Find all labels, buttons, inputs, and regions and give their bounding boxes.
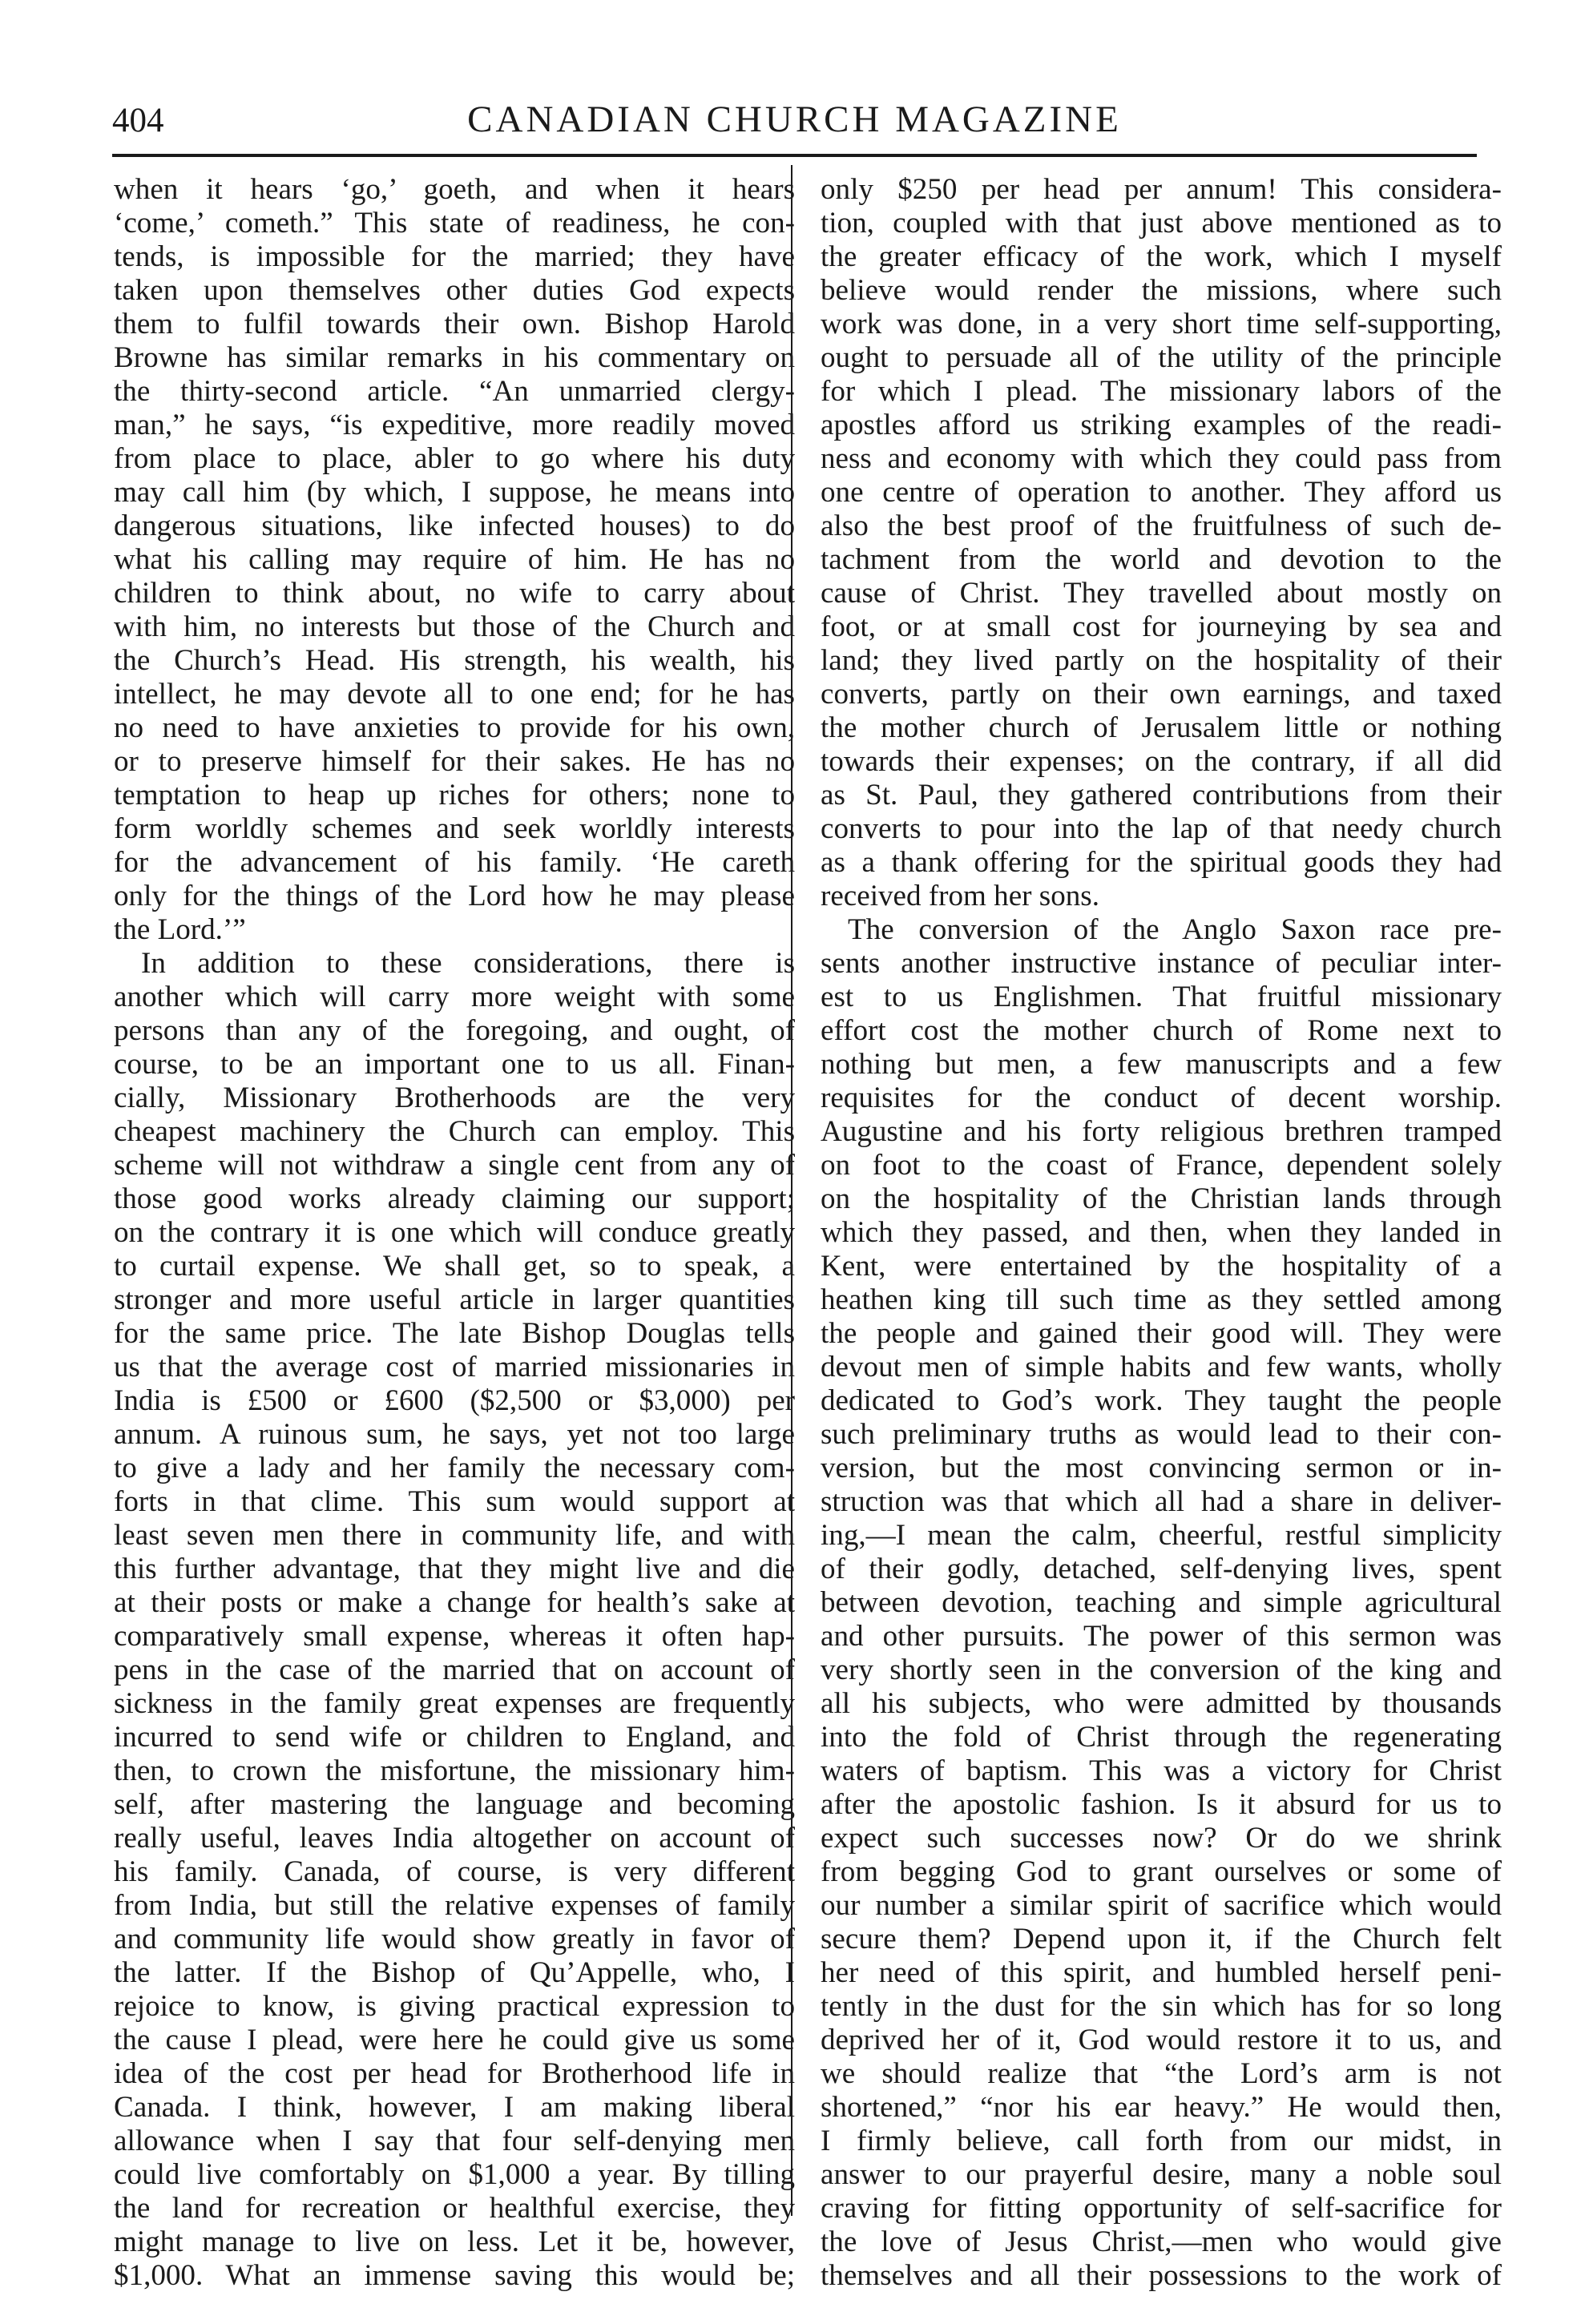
text-line: the greater efficacy of the work, which I myself (821, 240, 1502, 273)
text-line: such preliminary truths as would lead to their con- (821, 1418, 1502, 1451)
text-line: $1,000. What an immense saving this would be; (114, 2259, 795, 2292)
text-line: tends, is impossible for the married; they have (114, 240, 795, 273)
right-column (821, 173, 1502, 2293)
text-line: land; they lived partly on the hospitality of their (821, 644, 1502, 677)
text-line: all his subjects, who were admitted by thousands (821, 1687, 1502, 1720)
text-line: devout men of simple habits and few wants, wholly (821, 1351, 1502, 1384)
text-line: sickness in the family great expenses are frequently (114, 1687, 795, 1720)
header-rule (112, 154, 1477, 157)
text-line: his family. Canada, of course, is very different (114, 1855, 795, 1888)
text-line: the land for recreation or healthful exercise, they (114, 2192, 795, 2225)
text-line: forts in that clime. This sum would support at (114, 1485, 795, 1518)
text-line: the Lord.’” (114, 913, 246, 946)
text-line: dangerous situations, like infected houses) to do (114, 510, 795, 542)
text-line: persons than any of the foregoing, and ought, of (114, 1014, 795, 1047)
text-line: children to think about, no wife to carry about (114, 577, 795, 610)
text-line: expect such successes now? Or do we shrink (821, 1822, 1502, 1855)
text-line: tachment from the world and devotion to the (821, 543, 1502, 576)
text-line: heathen king till such time as they settled among (821, 1283, 1502, 1316)
text-line: converts to pour into the lap of that needy church (821, 812, 1502, 845)
text-line: for the advancement of his family. ‘He careth (114, 846, 795, 879)
text-line: on the hospitality of the Christian lands through (821, 1182, 1502, 1215)
text-line: we should realize that “the Lord’s arm is not (821, 2057, 1502, 2090)
text-line: rejoice to know, is giving practical expression to (114, 1990, 795, 2023)
text-line: requisites for the conduct of decent worship. (821, 1081, 1502, 1114)
text-line: ing,—I mean the calm, cheerful, restful simplicity (821, 1519, 1502, 1552)
text-line: pens in the case of the married that on account of (114, 1653, 795, 1686)
text-line: when it hears ‘go,’ goeth, and when it hears (114, 173, 795, 206)
left-column (114, 173, 795, 2293)
text-line: the mother church of Jerusalem little or nothing (821, 711, 1502, 744)
text-line: of their godly, detached, self-denying lives, spent (821, 1553, 1502, 1585)
text-line: cause of Christ. They travelled about mostly on (821, 577, 1502, 610)
text-line: allowance when I say that four self-denying men (114, 2125, 795, 2157)
text-line: secure them? Depend upon it, if the Church felt (821, 1923, 1502, 1955)
text-line: the people and gained their good will. They were (821, 1317, 1502, 1350)
text-line: believe would render the missions, where such (821, 274, 1502, 307)
text-line: what his calling may require of him. He has no (114, 543, 795, 576)
text-line: cheapest machinery the Church can employ. This (114, 1115, 795, 1148)
text-line: taken upon themselves other duties God expects (114, 274, 795, 307)
text-line: from India, but still the relative expenses of family (114, 1889, 795, 1922)
text-line: also the best proof of the fruitfulness of such de- (821, 510, 1502, 542)
text-line: only $250 per head per annum! This considera- (821, 173, 1502, 206)
text-line: between devotion, teaching and simple agricultural (821, 1586, 1502, 1619)
text-line: no need to have anxieties to provide for his own, (114, 711, 795, 744)
text-line: to curtail expense. We shall get, so to speak, a (114, 1250, 795, 1283)
text-line: Browne has similar remarks in his commentary on (114, 341, 795, 374)
text-line: nothing but men, a few manuscripts and a few (821, 1048, 1502, 1081)
text-line: really useful, leaves India altogether on account of (114, 1822, 795, 1855)
text-line: struction was that which all had a share in deliver- (821, 1485, 1502, 1518)
text-line: at their posts or make a change for health’s sake at (114, 1586, 795, 1619)
text-line: tently in the dust for the sin which has for so long (821, 1990, 1502, 2023)
text-line: themselves and all their possessions to the work of (821, 2259, 1502, 2292)
text-line: with him, no interests but those of the Church and (114, 610, 795, 643)
text-line: tion, coupled with that just above mentioned as to (821, 207, 1502, 240)
text-line: from place to place, abler to go where his duty (114, 442, 795, 475)
text-line: version, but the most convincing sermon or in- (821, 1452, 1502, 1484)
page-title: CANADIAN CHURCH MAGAZINE (467, 99, 1122, 140)
text-line: her need of this spirit, and humbled herself peni- (821, 1956, 1502, 1989)
text-line: only for the things of the Lord how he may please (114, 880, 795, 912)
text-line: man,” he says, “is expeditive, more readily moved (114, 409, 795, 441)
text-line: then, to crown the misfortune, the missionary him- (114, 1754, 795, 1787)
text-line: idea of the cost per head for Brotherhood life in (114, 2057, 795, 2090)
text-line: as a thank offering for the spiritual goods they had (821, 846, 1502, 879)
text-line: might manage to live on less. Let it be, however, (114, 2225, 795, 2258)
text-line: stronger and more useful article in larger quantities (114, 1283, 795, 1316)
text-line: dedicated to God’s work. They taught the people (821, 1384, 1502, 1417)
text-line: est to us Englishmen. That fruitful missionary (821, 981, 1502, 1013)
text-line: In addition to these considerations, there is (141, 947, 795, 980)
text-line: ought to persuade all of the utility of the principle (821, 341, 1502, 374)
text-line: to give a lady and her family the necessary com- (114, 1452, 795, 1484)
text-line: apostles afford us striking examples of the readi- (821, 409, 1502, 441)
text-line: course, to be an important one to us all. Finan- (114, 1048, 795, 1081)
text-line: the thirty-second article. “An unmarried clergy- (114, 375, 795, 408)
text-line: those good works already claiming our support; (114, 1182, 795, 1215)
text-line: and other pursuits. The power of this sermon was (821, 1620, 1502, 1653)
text-line: cially, Missionary Brotherhoods are the very (114, 1081, 795, 1114)
text-line: on the contrary it is one which will conduce greatly (114, 1216, 795, 1249)
text-line: comparatively small expense, whereas it often hap- (114, 1620, 795, 1653)
text-line: intellect, he may devote all to one end; for he has (114, 678, 795, 711)
text-line: least seven men there in community life, and with (114, 1519, 795, 1552)
text-line: craving for fitting opportunity of self-sacrifice for (821, 2192, 1502, 2225)
text-line: Kent, were entertained by the hospitality of a (821, 1250, 1502, 1283)
page-number: 404 (112, 102, 164, 139)
text-line: The conversion of the Anglo Saxon race pre- (848, 913, 1502, 946)
text-line: towards their expenses; on the contrary, if all did (821, 745, 1502, 778)
text-line: effort cost the mother church of Rome next to (821, 1014, 1502, 1047)
text-line: us that the average cost of married missionaries in (114, 1351, 795, 1384)
text-line: deprived her of it, God would restore it to us, and (821, 2024, 1502, 2056)
text-line: after the apostolic fashion. Is it absurd for us to (821, 1788, 1502, 1821)
text-line: the Church’s Head. His strength, his wealth, his (114, 644, 795, 677)
text-line: on foot to the coast of France, dependent solely (821, 1149, 1502, 1182)
text-line: shortened,” “nor his ear heavy.” He would then, (821, 2091, 1502, 2124)
text-line: the latter. If the Bishop of Qu’Appelle, who, I (114, 1956, 795, 1989)
text-line: incurred to send wife or children to England, and (114, 1721, 795, 1754)
text-line: them to fulfil towards their own. Bishop Harold (114, 308, 795, 340)
text-line: scheme will not withdraw a single cent from any of (114, 1149, 795, 1182)
text-line: another which will carry more weight with some (114, 981, 795, 1013)
text-line: could live comfortably on $1,000 a year. By tilling (114, 2158, 795, 2191)
text-line: from begging God to grant ourselves or some of (821, 1855, 1502, 1888)
text-line: received from her sons. (821, 880, 1099, 912)
text-line: or to preserve himself for their sakes. He has no (114, 745, 795, 778)
column-divider (791, 165, 792, 2216)
text-line: work was done, in a very short time self-supporting, (821, 308, 1502, 340)
text-line: for the same price. The late Bishop Douglas tells (114, 1317, 795, 1350)
text-line: answer to our prayerful desire, many a noble soul (821, 2158, 1502, 2191)
text-line: waters of baptism. This was a victory for Christ (821, 1754, 1502, 1787)
text-line: converts, partly on their own earnings, and taxed (821, 678, 1502, 711)
text-line: ‘come,’ cometh.” This state of readiness, he con- (114, 207, 795, 240)
text-line: our number a similar spirit of sacrifice which would (821, 1889, 1502, 1922)
text-line: sents another instructive instance of peculiar inter- (821, 947, 1502, 980)
text-line: Augustine and his forty religious brethren tramped (821, 1115, 1502, 1148)
text-line: which they passed, and then, when they landed in (821, 1216, 1502, 1249)
text-line: may call him (by which, I suppose, he means into (114, 476, 795, 509)
text-line: the love of Jesus Christ,—men who would give (821, 2225, 1502, 2258)
text-line: foot, or at small cost for journeying by sea and (821, 610, 1502, 643)
text-line: into the fold of Christ through the regenerating (821, 1721, 1502, 1754)
text-line: as St. Paul, they gathered contributions from their (821, 779, 1502, 812)
text-line: temptation to heap up riches for others; none to (114, 779, 795, 812)
text-line: India is £500 or £600 ($2,500 or $3,000) per (114, 1384, 795, 1417)
text-line: one centre of operation to another. They afford us (821, 476, 1502, 509)
text-line: form worldly schemes and seek worldly interests (114, 812, 795, 845)
text-line: self, after mastering the language and becoming (114, 1788, 795, 1821)
text-line: I firmly believe, call forth from our midst, in (821, 2125, 1502, 2157)
text-line: ness and economy with which they could pass from (821, 442, 1502, 475)
text-line: the cause I plead, were here he could give us some (114, 2024, 795, 2056)
text-line: annum. A ruinous sum, he says, yet not too large (114, 1418, 795, 1451)
text-line: and community life would show greatly in favor of (114, 1923, 795, 1955)
text-line: very shortly seen in the conversion of the king and (821, 1653, 1502, 1686)
text-line: Canada. I think, however, I am making liberal (114, 2091, 795, 2124)
text-line: this further advantage, that they might live and die (114, 1553, 795, 1585)
text-line: for which I plead. The missionary labors of the (821, 375, 1502, 408)
